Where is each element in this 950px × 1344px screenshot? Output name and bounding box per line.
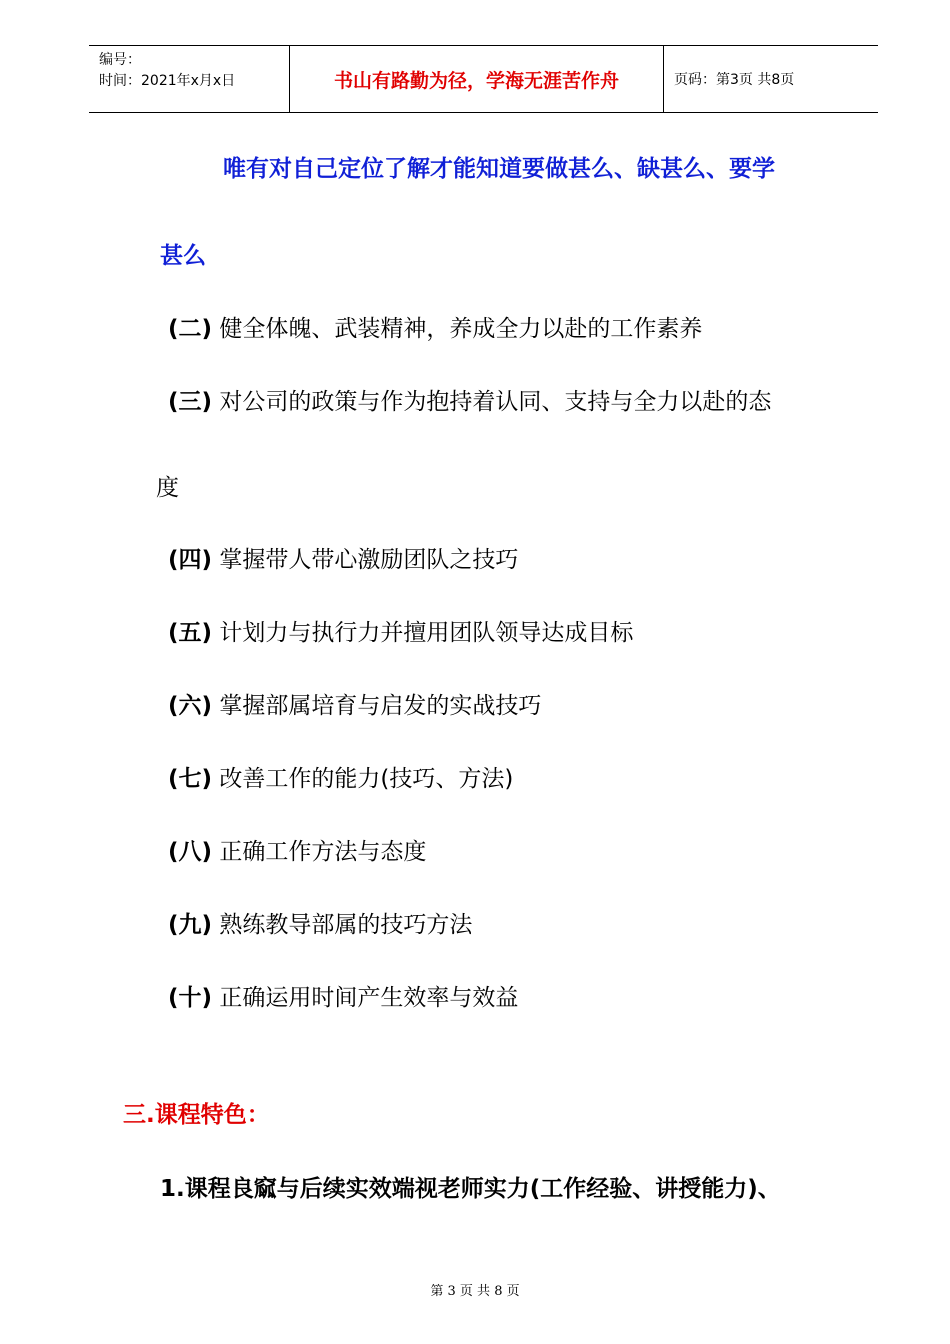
header-page-label: 页码：第3页 共8页 [674, 72, 795, 88]
item-text: 计划力与执行力并擅用团队领导达成目标 [212, 620, 634, 646]
page-header [89, 45, 878, 113]
doc-number-label: 编号： [99, 52, 141, 68]
intro-line-1: 唯有对自己定位了解才能知道要做甚么、缺甚么、要学 [223, 156, 775, 182]
item-text: 正确运用时间产生效率与效益 [212, 985, 519, 1011]
item-number: (四) [168, 547, 213, 573]
item-number: (七) [168, 766, 213, 792]
list-item [168, 383, 771, 416]
list-item [168, 906, 472, 939]
item-number: (六) [168, 693, 213, 719]
item-text: 健全体魄、武装精神，养成全力以赴的工作素养 [212, 316, 703, 342]
item-text: 掌握部属培育与启发的实战技巧 [212, 693, 542, 719]
item-text: 对公司的政策与作为抱持着认同、支持与全力以赴的态 [212, 389, 772, 415]
list-item [168, 833, 426, 866]
item-text: 熟练教导部属的技巧方法 [212, 912, 473, 938]
item-text: 改善工作的能力(技巧、方法) [212, 766, 514, 792]
list-item [168, 979, 518, 1012]
item-number: (二) [168, 316, 213, 342]
list-item-continuation [156, 469, 179, 502]
header-meta-cell [89, 46, 290, 112]
section-title: 三.课程特色： [123, 1102, 270, 1128]
item-number: (三) [168, 389, 213, 415]
item-number: (五) [168, 620, 213, 646]
doc-time-label: 时间：2021年x月x日 [99, 73, 236, 89]
item-number: (九) [168, 912, 213, 938]
list-item [168, 310, 702, 343]
page-footer: 第 3 页 共 8 页 [430, 1284, 520, 1299]
header-motto: 书山有路勤为径，学海无涯苦作舟 [290, 46, 664, 112]
item-text: 度 [156, 475, 179, 501]
item-text: 正确工作方法与态度 [212, 839, 427, 865]
item-text: 掌握带人带心激励团队之技巧 [212, 547, 519, 573]
list-item [168, 614, 633, 647]
item-number: (十) [168, 985, 213, 1011]
intro-line-2: 甚么 [160, 243, 206, 269]
list-item [168, 687, 541, 720]
list-item [168, 541, 518, 574]
item-number: (八) [168, 839, 213, 865]
point-1: 1.课程良窳与后续实效端视老师实力(工作经验、讲授能力)、 [160, 1176, 781, 1202]
list-item [168, 760, 513, 793]
